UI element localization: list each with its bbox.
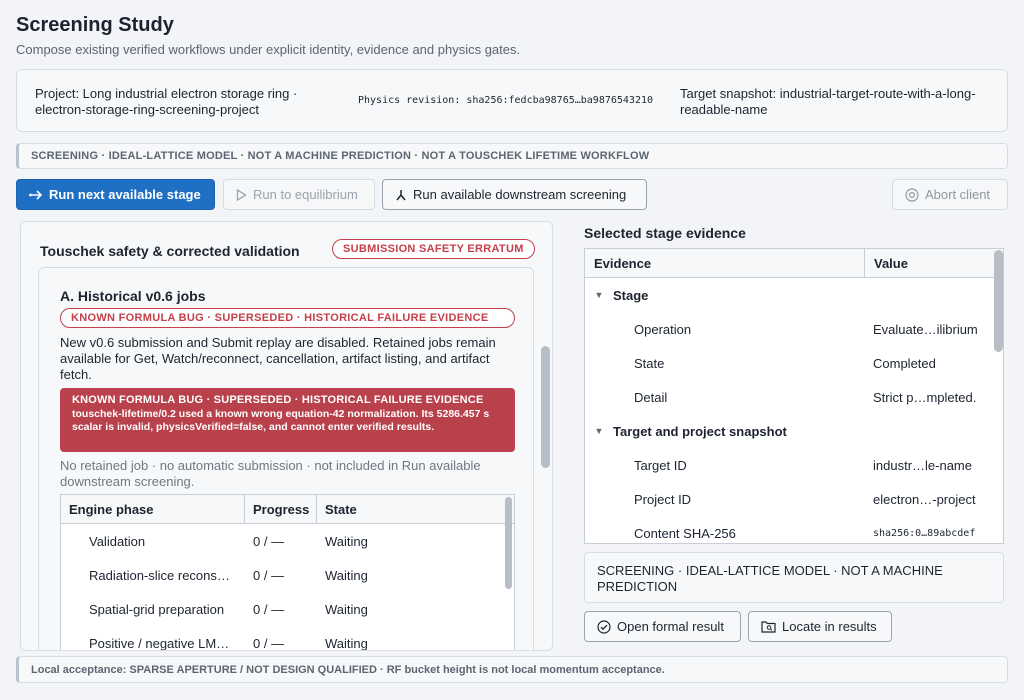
evidence-key: Project ID <box>634 491 692 507</box>
table-row[interactable] <box>61 592 514 626</box>
play-icon <box>236 189 247 201</box>
evidence-tree <box>584 248 1004 544</box>
physics-revision: Physics revision: sha256:fedcba98765…ba9876543210 <box>358 95 654 106</box>
evidence-value: industr…le-name <box>873 457 972 473</box>
historical-jobs-card <box>38 267 534 651</box>
table-row[interactable] <box>61 524 514 558</box>
abort-client-button[interactable] <box>892 179 1008 210</box>
tree-item[interactable] <box>585 312 1003 346</box>
tree-item[interactable] <box>585 380 1003 414</box>
touschek-title: Touschek safety & corrected validation <box>40 243 300 259</box>
phase-cell: Spatial-grid preparation <box>89 601 225 617</box>
tree-item[interactable] <box>585 346 1003 380</box>
tree-item[interactable] <box>585 516 1003 544</box>
phase-table-scrollbar[interactable] <box>505 497 512 589</box>
progress-cell: 0 / — <box>253 601 285 617</box>
progress-cell: 0 / — <box>253 635 285 651</box>
table-row[interactable] <box>61 558 514 592</box>
state-cell: Waiting <box>325 635 368 651</box>
progress-cell: 0 / — <box>253 567 285 583</box>
run-downstream-button[interactable] <box>382 179 647 210</box>
locate-in-results-label: Locate in results <box>782 619 877 634</box>
retained-job-note: No retained job · no automatic submission · not included in Run available downstream screening. <box>60 458 481 489</box>
erratum-badge: SUBMISSION SAFETY ERRATUM <box>332 239 535 259</box>
evidence-key: Content SHA-256 <box>634 525 736 541</box>
target-snapshot: Target snapshot: industrial-target-route-with-a-long-readable-name <box>680 86 976 117</box>
local-acceptance-footer: Local acceptance: SPARSE APERTURE / NOT DESIGN QUALIFIED · RF bucket height is not local momentum acceptance. <box>16 656 1008 683</box>
check-circle-icon <box>597 620 611 634</box>
evidence-value: Evaluate…ilibrium <box>873 321 978 337</box>
tree-group-target-snapshot[interactable] <box>585 414 1003 448</box>
tree-group-stage[interactable] <box>585 278 1003 312</box>
column-header-state[interactable]: State <box>325 502 357 517</box>
tree-item[interactable] <box>585 448 1003 482</box>
progress-cell: 0 / — <box>253 533 285 549</box>
locate-in-results-button[interactable] <box>748 611 892 642</box>
project-label: Project: Long industrial electron storage ring · electron-storage-ring-screening-project <box>35 86 298 117</box>
caret-down-icon[interactable]: ▼ <box>594 290 604 300</box>
scope-banner: SCREENING · IDEAL-LATTICE MODEL · NOT A MACHINE PREDICTION · NOT A TOUSCHEK LIFETIME WORKFLOW <box>16 143 1008 169</box>
arrow-right-icon <box>29 190 43 200</box>
run-next-stage-button[interactable] <box>16 179 215 210</box>
tree-item[interactable] <box>585 482 1003 516</box>
column-header-progress[interactable]: Progress <box>245 495 317 523</box>
alert-body: touschek-lifetime/0.2 used a known wrong equation-42 normalization. Its 5286.457 s scalar is invalid, physicsVerified=false, and cannot enter verified results. <box>72 408 490 433</box>
engine-phase-table <box>60 494 515 651</box>
phase-cell: Radiation-slice recons… <box>89 567 230 583</box>
evidence-scope-banner: SCREENING · IDEAL-LATTICE MODEL · NOT A MACHINE PREDICTION <box>584 552 1004 603</box>
run-to-equilibrium-button[interactable] <box>223 179 375 210</box>
branch-icon <box>395 189 407 201</box>
table-header <box>61 495 514 524</box>
caret-down-icon[interactable]: ▼ <box>594 426 604 436</box>
column-header-phase[interactable]: Engine phase <box>61 495 245 523</box>
run-to-equilibrium-label: Run to equilibrium <box>253 187 358 202</box>
run-downstream-label: Run available downstream screening <box>413 187 627 202</box>
evidence-value: electron…-project <box>873 491 976 507</box>
page-title: Screening Study <box>16 14 174 36</box>
evidence-value: Strict p…mpleted. <box>873 389 977 405</box>
evidence-header <box>585 249 1003 278</box>
abort-client-label: Abort client <box>925 187 991 202</box>
evidence-key: Target ID <box>634 457 687 473</box>
table-row[interactable] <box>61 626 514 651</box>
open-formal-result-button[interactable] <box>584 611 741 642</box>
evidence-value: sha256:0…89abcdef <box>873 527 976 539</box>
tree-group-label: Target and project snapshot <box>613 423 787 439</box>
state-cell: Waiting <box>325 533 368 549</box>
stop-circle-icon <box>905 188 919 202</box>
tree-group-label: Stage <box>613 287 649 303</box>
evidence-value: Completed <box>873 355 936 371</box>
evidence-title: Selected stage evidence <box>584 225 746 241</box>
evidence-scrollbar[interactable] <box>994 250 1003 352</box>
project-card <box>16 69 1008 132</box>
phase-cell: Validation <box>89 533 146 549</box>
alert-heading: KNOWN FORMULA BUG · SUPERSEDED · HISTORICAL FAILURE EVIDENCE <box>72 394 484 406</box>
touschek-panel <box>20 221 553 651</box>
phase-cell: Positive / negative LM… <box>89 635 230 651</box>
page-subtitle: Compose existing verified workflows under explicit identity, evidence and physics gates. <box>16 42 521 57</box>
state-cell: Waiting <box>325 567 368 583</box>
column-header-value[interactable]: Value <box>874 256 908 271</box>
known-bug-badge: KNOWN FORMULA BUG · SUPERSEDED · HISTORICAL FAILURE EVIDENCE <box>60 308 515 328</box>
historical-jobs-title: A. Historical v0.6 jobs <box>60 288 206 304</box>
open-formal-result-label: Open formal result <box>617 619 724 634</box>
folder-search-icon <box>761 620 776 633</box>
formula-bug-alert <box>60 388 515 452</box>
touschek-panel-scrollbar[interactable] <box>541 346 550 468</box>
column-header-evidence[interactable]: Evidence <box>585 249 865 277</box>
state-cell: Waiting <box>325 601 368 617</box>
evidence-key: Detail <box>634 389 668 405</box>
evidence-key: Operation <box>634 321 692 337</box>
evidence-key: State <box>634 355 665 371</box>
historical-jobs-description: New v0.6 submission and Submit replay are disabled. Retained jobs remain available for Get, Watch/reconnect, cancellation, artifact listing, and artifact fetch. <box>60 335 496 382</box>
run-next-stage-label: Run next available stage <box>49 187 201 202</box>
